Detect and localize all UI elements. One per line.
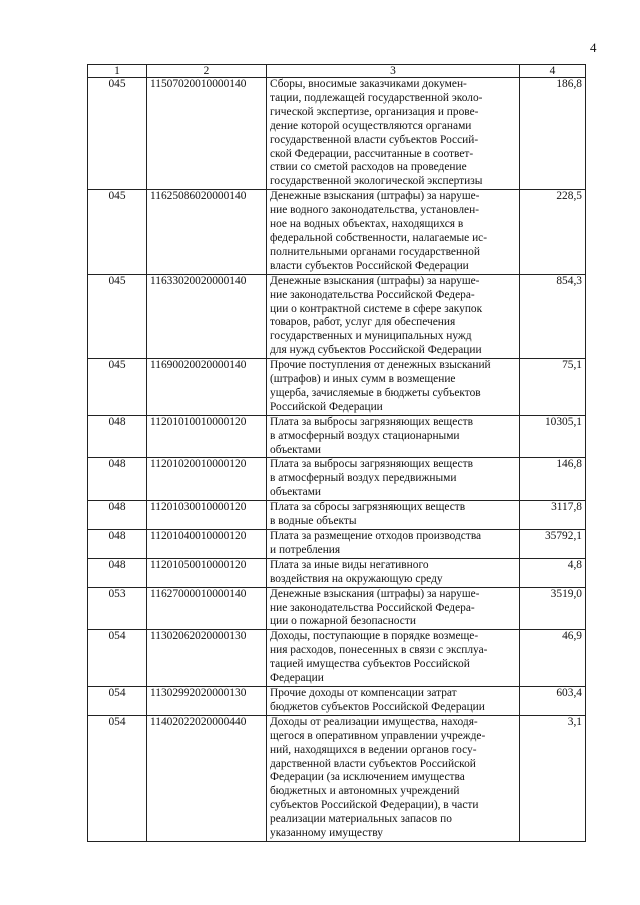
- description-line: ущерба, зачисляемые в бюджеты субъектов: [270, 386, 481, 399]
- table-row: [88, 359, 586, 416]
- description-line: бюджетов субъектов Российской Федерации: [270, 700, 485, 713]
- description-line: государственных и муниципальных нужд: [270, 330, 472, 343]
- description-line: Плата за сбросы загрязняющих веществ: [270, 501, 466, 514]
- table-row: [88, 190, 586, 274]
- admin-code-cell: 054: [88, 715, 147, 841]
- revenue-code-cell: 11302992020000130: [147, 686, 267, 715]
- description-line: ции о пожарной безопасности: [270, 615, 416, 628]
- admin-code-cell: 054: [88, 686, 147, 715]
- description-line: Прочие доходы от компенсации затрат: [270, 686, 457, 699]
- description-line: государственной экологической экспертизы: [270, 175, 483, 188]
- column-header: 4: [520, 65, 586, 78]
- description-line: в водные объекты: [270, 515, 357, 528]
- admin-code-cell: 048: [88, 558, 147, 587]
- admin-code-cell: 048: [88, 501, 147, 530]
- description-line: тации, подлежащей государственной эколо-: [270, 91, 483, 104]
- amount-cell: 854,3: [520, 274, 586, 358]
- description-line: щегося в оперативном управлении учрежде-: [270, 729, 486, 742]
- amount-cell: 186,8: [520, 78, 586, 190]
- table-row: [88, 274, 586, 358]
- table-row: [88, 587, 586, 630]
- admin-code-cell: 045: [88, 190, 147, 274]
- description-line: Плата за иные виды негативного: [270, 558, 429, 571]
- description-cell: [267, 458, 520, 501]
- description-line: тацией имущества субъектов Российской: [270, 658, 470, 671]
- table-row: [88, 415, 586, 458]
- description-line: объектами: [270, 486, 322, 499]
- description-line: (штрафов) и иных сумм в возмещение: [270, 373, 456, 386]
- description-line: ний, находящихся в ведении органов госу-: [270, 743, 477, 756]
- description-line: реализации материальных запасов по: [270, 813, 452, 826]
- column-header: 2: [147, 65, 267, 78]
- admin-code-cell: 054: [88, 630, 147, 687]
- description-cell: [267, 501, 520, 530]
- table-row: [88, 458, 586, 501]
- description-line: дение которой осуществляются органами: [270, 119, 472, 132]
- admin-code-cell: 053: [88, 587, 147, 630]
- description-line: Доходы, поступающие в порядке возмеще-: [270, 630, 479, 643]
- amount-cell: 4,8: [520, 558, 586, 587]
- column-header: 3: [267, 65, 520, 78]
- admin-code-cell: 048: [88, 458, 147, 501]
- description-line: дарственной власти субъектов Российской: [270, 757, 476, 770]
- revenue-code-cell: 11201050010000120: [147, 558, 267, 587]
- description-line: в атмосферный воздух передвижными: [270, 472, 457, 485]
- description-line: власти субъектов Российской Федерации: [270, 259, 469, 272]
- description-line: ние законодательства Российской Федера-: [270, 288, 475, 301]
- amount-cell: 3,1: [520, 715, 586, 841]
- description-cell: [267, 686, 520, 715]
- description-line: государственной власти субъектов Россий-: [270, 133, 479, 146]
- description-line: ние законодательства Российской Федера-: [270, 601, 475, 614]
- amount-cell: 10305,1: [520, 415, 586, 458]
- revenue-code-cell: 11302062020000130: [147, 630, 267, 687]
- description-line: ния расходов, понесенных в связи с эксплуа-: [270, 644, 488, 657]
- table-row: [88, 630, 586, 687]
- description-line: Денежные взыскания (штрафы) за наруше-: [270, 587, 480, 600]
- amount-cell: 146,8: [520, 458, 586, 501]
- admin-code-cell: 048: [88, 415, 147, 458]
- table-header-row: [88, 65, 586, 78]
- description-cell: [267, 630, 520, 687]
- admin-code-cell: 048: [88, 530, 147, 559]
- amount-cell: 603,4: [520, 686, 586, 715]
- description-line: Доходы от реализации имущества, находя-: [270, 715, 478, 728]
- revenue-table: [87, 64, 586, 842]
- admin-code-cell: 045: [88, 274, 147, 358]
- description-cell: [267, 715, 520, 841]
- description-cell: [267, 190, 520, 274]
- description-cell: [267, 530, 520, 559]
- description-cell: [267, 78, 520, 190]
- description-line: ствии со сметой расходов на проведение: [270, 161, 467, 174]
- revenue-code-cell: 11633020020000140: [147, 274, 267, 358]
- description-line: Российской Федерации: [270, 400, 383, 413]
- description-line: для нужд субъектов Российской Федерации: [270, 344, 482, 357]
- page-number: 4: [590, 40, 597, 55]
- description-line: Федерации: [270, 672, 324, 685]
- description-line: Денежные взыскания (штрафы) за наруше-: [270, 190, 480, 203]
- description-line: Денежные взыскания (штрафы) за наруше-: [270, 274, 480, 287]
- amount-cell: 228,5: [520, 190, 586, 274]
- revenue-code-cell: 11201020010000120: [147, 458, 267, 501]
- revenue-code-cell: 11201040010000120: [147, 530, 267, 559]
- revenue-code-cell: 11201030010000120: [147, 501, 267, 530]
- table-row: [88, 686, 586, 715]
- description-line: полнительными органами государственной: [270, 245, 480, 258]
- description-line: указанному имуществу: [270, 827, 383, 840]
- revenue-code-cell: 11402022020000440: [147, 715, 267, 841]
- description-line: ние водного законодательства, установлен-: [270, 204, 480, 217]
- description-line: в атмосферный воздух стационарными: [270, 429, 460, 442]
- description-line: воздействия на окружающую среду: [270, 572, 443, 585]
- description-line: гической экспертизе, организация и прове-: [270, 105, 479, 118]
- table-row: [88, 715, 586, 841]
- description-line: и потребления: [270, 543, 341, 556]
- description-line: федеральной собственности, налагаемые ис-: [270, 231, 488, 244]
- description-line: Плата за размещение отходов производства: [270, 530, 482, 542]
- description-cell: [267, 558, 520, 587]
- revenue-code-cell: 11507020010000140: [147, 78, 267, 190]
- admin-code-cell: 045: [88, 78, 147, 190]
- description-line: субъектов Российской Федерации), в части: [270, 799, 479, 812]
- table-row: [88, 530, 586, 559]
- description-line: Плата за выбросы загрязняющих веществ: [270, 415, 473, 428]
- admin-code-cell: 045: [88, 359, 147, 416]
- description-line: товаров, работ, услуг для обеспечения: [270, 316, 456, 329]
- revenue-code-cell: 11627000010000140: [147, 587, 267, 630]
- table-row: [88, 501, 586, 530]
- table-row: [88, 78, 586, 190]
- amount-cell: 3117,8: [520, 501, 586, 530]
- table-body: [88, 78, 586, 842]
- description-line: ской Федерации, рассчитанные в соответ-: [270, 147, 474, 160]
- description-line: ное на водных объектах, находящихся в: [270, 218, 464, 231]
- revenue-code-cell: 11625086020000140: [147, 190, 267, 274]
- description-line: Прочие поступления от денежных взысканий: [270, 359, 491, 372]
- amount-cell: 75,1: [520, 359, 586, 416]
- amount-cell: 3519,0: [520, 587, 586, 630]
- description-cell: [267, 587, 520, 630]
- description-line: бюджетных и автономных учреждений: [270, 785, 460, 798]
- description-line: Сборы, вносимые заказчиками докумен-: [270, 78, 467, 90]
- description-line: Плата за выбросы загрязняющих веществ: [270, 458, 473, 471]
- description-cell: [267, 274, 520, 358]
- revenue-code-cell: 11201010010000120: [147, 415, 267, 458]
- description-cell: [267, 415, 520, 458]
- revenue-code-cell: 11690020020000140: [147, 359, 267, 416]
- description-line: объектами: [270, 443, 322, 456]
- description-cell: [267, 359, 520, 416]
- amount-cell: 35792,1: [520, 530, 586, 559]
- description-line: Федерации (за исключением имущества: [270, 771, 465, 784]
- column-header: 1: [88, 65, 147, 78]
- table-row: [88, 558, 586, 587]
- amount-cell: 46,9: [520, 630, 586, 687]
- description-line: ции о контрактной системе в сфере закупок: [270, 302, 483, 315]
